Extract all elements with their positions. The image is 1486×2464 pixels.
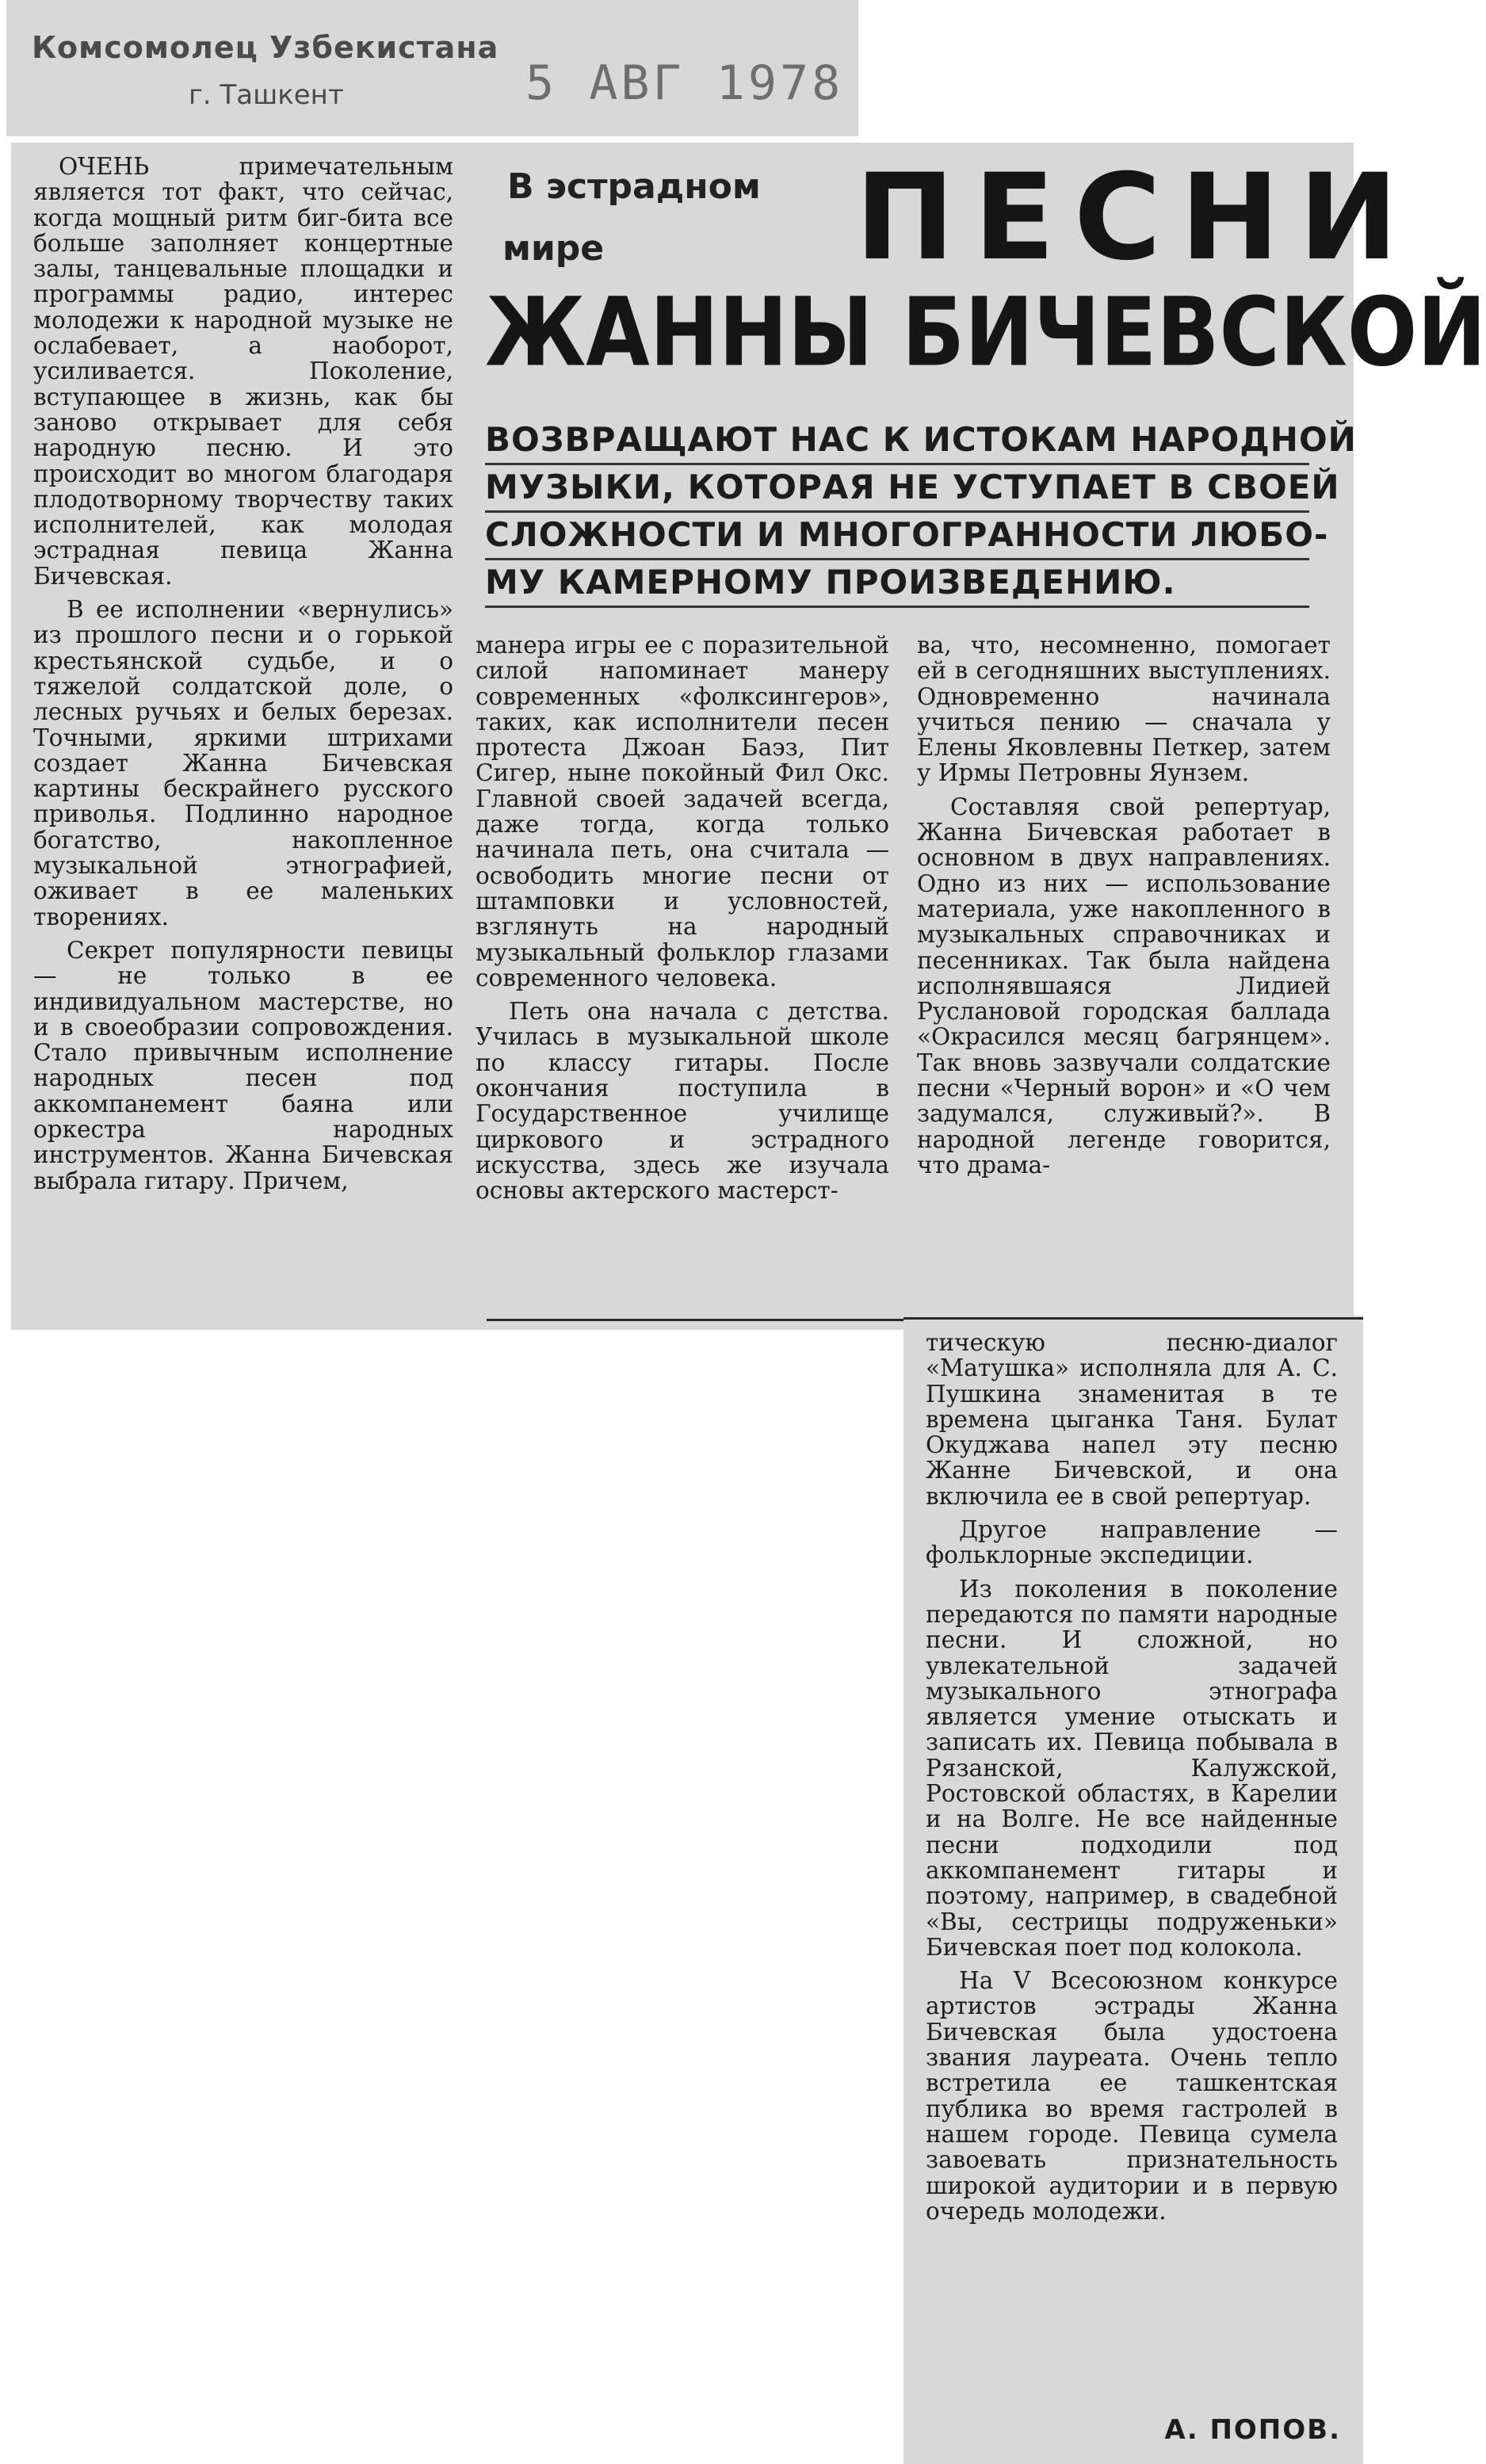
article-column-1 (33, 154, 453, 1319)
paragraph: Другое направление — фольклорные экспедиции. (926, 1516, 1338, 1569)
subheadline-line-4: МУ КАМЕРНОМУ ПРОИЗВЕДЕНИЮ. (485, 560, 1309, 608)
paragraph: На V Всесоюзном конкурсе артистов эстрады Жанна Бичевская была удостоена звания лауреата. Очень тепло встретила ее ташкентская публика во время гастролей в нашем городе. Певица сумела завоевать признательность широкой аудитории и в первую очередь молодежи. (926, 1967, 1338, 2225)
date-stamp: 5 АВГ 1978 (525, 55, 844, 111)
paragraph: Петь она начала с детства. Училась в музыкальной школе по классу гитары. После окончания поступила в Государственное училище циркового и эстрадного искусства, здесь же изучала основы актерского мастерст- (476, 998, 889, 1205)
article-column-3 (917, 632, 1331, 1322)
article-column-4 (926, 1330, 1338, 2392)
paragraph: Секрет популярности певицы — не только в ее индивидуальном мастерстве, но и в своеобразии сопровождения. Стало привычным исполнение народных песен под аккомпанемент баяна или оркестра народных инструментов. Жанна Бичевская выбрала гитару. Причем, (33, 936, 453, 1194)
paragraph: ва, что, несомненно, помогает ей в сегодняшних выступлениях. Одновременно начинала учиться пению — сначала у Елены Яковлевны Петкер, затем у Ирмы Петровны Яунзем. (917, 632, 1331, 787)
paragraph: Из поколения в поколение передаются по памяти народные песни. И сложной, но увлекательной задачей музыкального этнографа является умение отыскать и записать их. Певица побывала в Рязанской, Калужской, Ростовской областях, в Карелии и на Волге. Не все найденные песни подходили под аккомпанемент гитары и поэтому, например, в свадебной «Вы, сестрицы подруженьки» Бичевская поет под колокола. (926, 1575, 1338, 1961)
newspaper-city: г. Ташкент (189, 79, 344, 111)
subheadline-line-2: МУЗЫКИ, КОТОРАЯ НЕ УСТУПАЕТ В СВОЕЙ (485, 464, 1309, 513)
paragraph: тическую песню-диалог «Матушка» исполняла для А. С. Пушкина знаменитая в те времена цыганка Таня. Булат Окуджава напел эту песню Жанне Бичевской, и она включила ее в свой репертуар. (926, 1329, 1338, 1510)
headline-line-1: ПЕСНИ (855, 149, 1418, 287)
article-column-2 (476, 632, 889, 1322)
rubric-line-1: В эстрадном (507, 166, 761, 207)
subheadline-line-3: СЛОЖНОСТИ И МНОГОГРАННОСТИ ЛЮБО- (485, 512, 1309, 560)
headline-line-2: ЖАННЫ БИЧЕВСКОЙ (485, 276, 1486, 388)
article-clipping-continuation (903, 1316, 1363, 2464)
paragraph: В ее исполнении «вернулись» из прошлого песни и о горькой крестьянской судьбе, и о тяжелой солдатской доле, о лесных ручьях и белых березах. Точными, яркими штрихами создает Жанна Бичевская картины бескрайнего русского приволья. Подлинно народное богатство, накопленное музыкальной этнографией, оживает в ее маленьких творениях. (33, 596, 453, 930)
rubric-line-2: мире (502, 228, 605, 269)
author-signature: А. ПОПОВ. (1164, 2414, 1341, 2446)
newspaper-masthead-clip (6, 0, 858, 136)
subheadline-line-1: ВОЗВРАЩАЮТ НАС К ИСТОКАМ НАРОДНОЙ (485, 417, 1309, 465)
newspaper-name: Комсомолец Узбекистана (32, 30, 499, 65)
paragraph: манера игры ее с поразительной силой напоминает манеру современных «фолксингеров», таких, как исполнители песен протеста Джоан Баэз, Пит Сигер, ныне покойный Фил Окс. Главной своей задачей всегда, даже тогда, когда только начинала петь, она считала — освободить многие песни от штамповки и условностей, взглянуть на народный музыкальный фольклор глазами современного человека. (476, 632, 889, 991)
paragraph: ОЧЕНЬ примечательным является тот факт, что сейчас, когда мощный ритм биг-бита все больше заполняет концертные залы, танцевальные площадки и программы радио, интерес молодежи к народной музыке не ослабевает, а наоборот, усиливается. Поколение, вступающее в жизнь, как бы заново открывает для себя народную песню. И это происходит во многом благодаря плодотворному творчеству таких исполнителей, как молодая эстрадная певица Жанна Бичевская. (33, 153, 453, 590)
paragraph: Составляя свой репертуар, Жанна Бичевская работает в основном в двух направлениях. Одно из них — использование материала, уже накопленного в музыкальных справочниках и песенниках. Так была найдена исполнявшаяся Лидией Руслановой городская баллада «Окрасился месяц багрянцем». Так вновь зазвучали солдатские песни «Черный ворон» и «О чем задумался, служивый?». В народной легенде говорится, что драма- (917, 793, 1331, 1179)
article-clipping-main (11, 143, 1486, 1330)
column-divider-rule (903, 1317, 1363, 1320)
